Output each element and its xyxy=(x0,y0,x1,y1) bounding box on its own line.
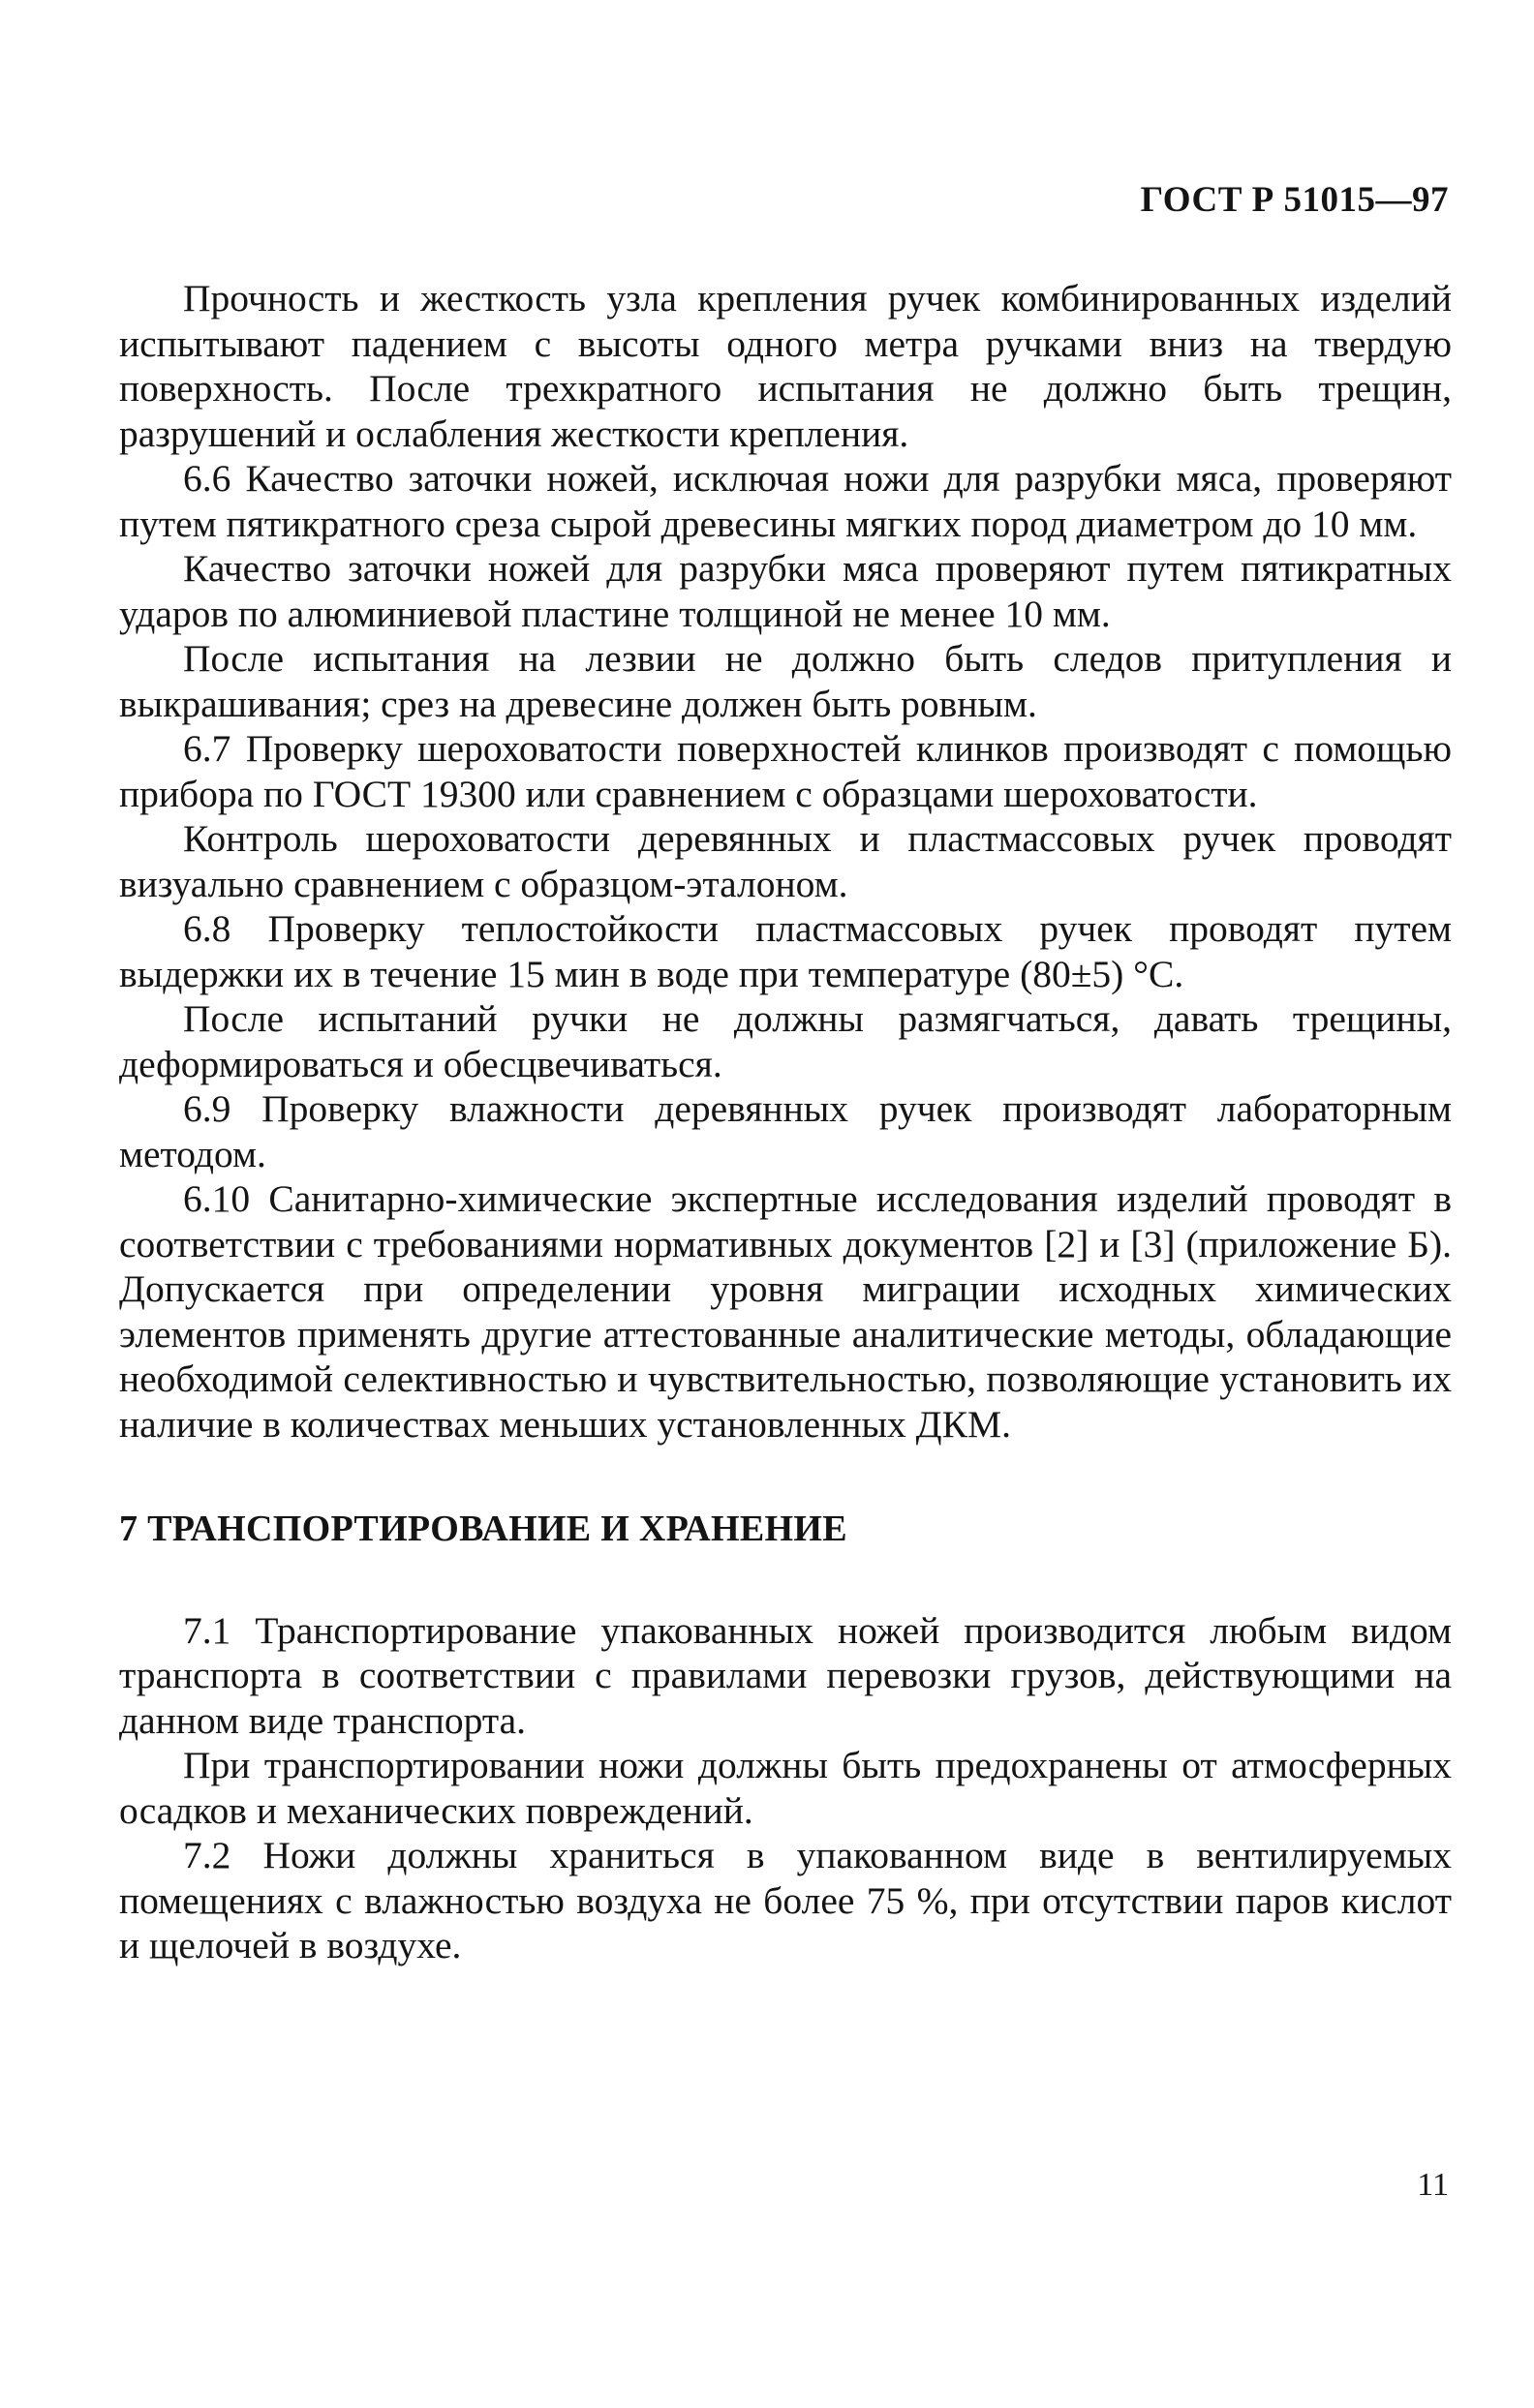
document-body xyxy=(119,276,1452,1968)
paragraph: 6.8 Проверку теплостойкости пластмассовых ручек проводят путем выдержки их в течение 15 мин в воде при температуре (80±5) °С. xyxy=(119,907,1452,995)
paragraph: При транспортировании ножи должны быть предохранены от атмосферных осадков и механических повреждений. xyxy=(119,1744,1452,1832)
paragraph: После испытаний ручки не должны размягчаться, давать трещины, деформироваться и обесцвечиваться. xyxy=(119,997,1452,1085)
paragraph: После испытания на лезвии не должно быть следов притупления и выкрашивания; срез на древесине должен быть ровным. xyxy=(119,637,1452,725)
section-heading: 7 ТРАНСПОРТИРОВАНИЕ И ХРАНЕНИЕ xyxy=(119,1509,847,1549)
paragraph: 7.1 Транспортирование упакованных ножей производится любым видом транспорта в соответствии с правилами перевозки грузов, действующими на данном виде транспорта. xyxy=(119,1608,1452,1742)
paragraph: 6.7 Проверку шероховатости поверхностей клинков производят с помощью прибора по ГОСТ 19300 или сравнением с образцами шероховатости. xyxy=(119,727,1452,815)
document-code-header: ГОСТ Р 51015—97 xyxy=(1140,180,1449,220)
paragraph: Прочность и жесткость узла крепления ручек комбинированных изделий испытывают падением с высоты одного метра ручками вниз на твердую поверхность. После трехкратного испытания не должно быть трещин, разрушений и ослабления жесткости крепления. xyxy=(119,277,1452,455)
paragraph: 6.6 Качество заточки ножей, исключая ножи для разрубки мяса, проверяют путем пятикратного среза сырой древесины мягких пород диаметром до 10 мм. xyxy=(119,457,1452,545)
paragraph: 6.10 Санитарно-химические экспертные исследования изделий проводят в соответствии с требованиями нормативных документов [2] и [3] (приложение Б). Допускается при определении уровня миграции исходных химических элементов применять другие аттестованные аналитические методы, обладающие необходимой селективностью и чувствительностью, позволяющие установить их наличие в количествах меньших установленных ДКМ. xyxy=(119,1177,1452,1446)
paragraph: Качество заточки ножей для разрубки мяса проверяют путем пятикратных ударов по алюминиевой пластине толщиной не менее 10 мм. xyxy=(119,547,1452,635)
paragraph: 7.2 Ножи должны храниться в упакованном виде в вентилируемых помещениях с влажностью воздуха не более 75 %, при отсутствии паров кислот и щелочей в воздухе. xyxy=(119,1834,1452,1966)
paragraph: 6.9 Проверку влажности деревянных ручек производят лабораторным методом. xyxy=(119,1087,1452,1175)
paragraph: Контроль шероховатости деревянных и пластмассовых ручек проводят визуально сравнением с образцом-эталоном. xyxy=(119,817,1452,905)
page-number: 11 xyxy=(1417,2167,1449,2203)
